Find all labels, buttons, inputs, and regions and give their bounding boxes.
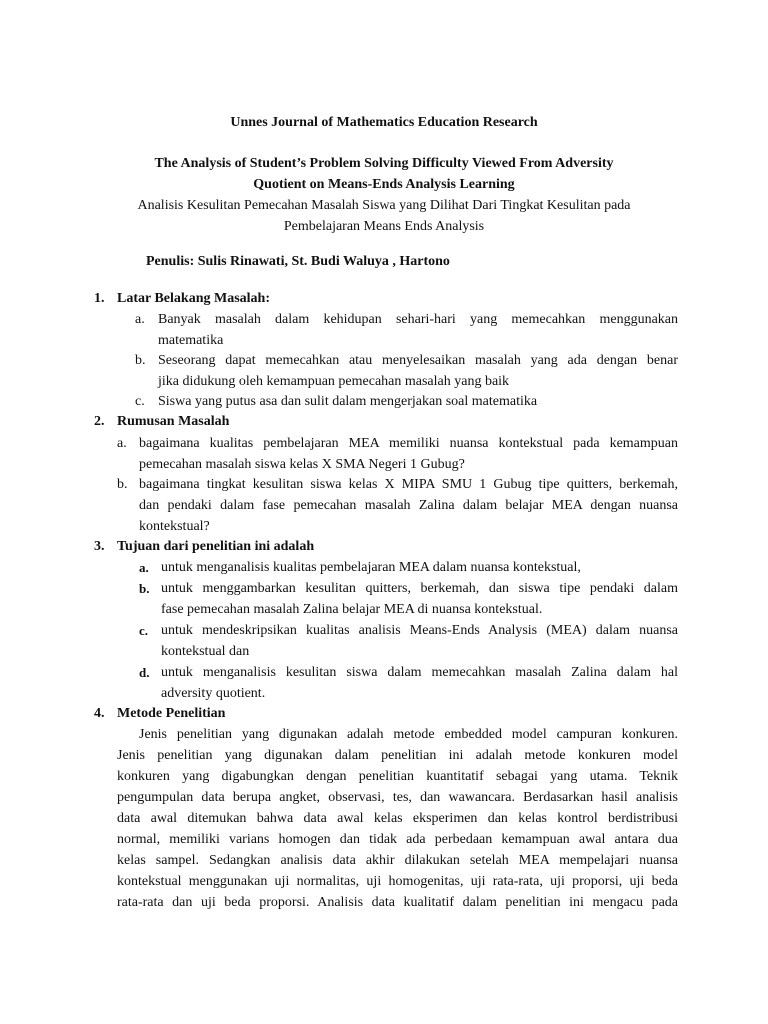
list-marker: a. [117,436,127,451]
paragraph-line: Jenis penelitian yang digunakan dalam penelitian ini adalah metode konkuren model [117,748,678,763]
title-line-2: Quotient on Means-Ends Analysis Learning [253,177,515,192]
paragraph-line: data awal ditemukan bahwa data awal kelas eksperimen dan kelas kontrol berdistribusi [117,811,678,826]
journal-name: Unnes Journal of Mathematics Education Research [230,115,538,130]
subtitle-line-2: Pembelajaran Means Ends Analysis [283,219,485,234]
list-item-line: bagaimana tingkat kesulitan siswa kelas X MIPA SMU 1 Gubug tipe quitters, berkemah, [139,477,678,492]
list-item-line: adversity quotient. [161,686,266,701]
list-item-line: untuk menganalisis kualitas pembelajaran MEA dalam nuansa kontekstual, [161,560,581,575]
list-marker: c. [135,394,145,409]
list-item-line: matematika [158,333,224,348]
list-marker: c. [139,623,149,638]
paragraph-line: rata-rata dan uji beda proporsi. Analisis data kualitatif dalam penelitian ini mengacu pada [117,895,678,910]
paragraph-line: kontekstual menggunakan uji normalitas, uji homogenitas, uji rata-rata, uji proporsi, uji beda [117,874,678,889]
section-number: 2. [94,414,105,429]
list-marker: b. [139,581,150,596]
authors: Penulis: Sulis Rinawati, St. Budi Waluya , Hartono [146,254,450,269]
list-marker: a. [135,312,145,327]
list-marker: d. [139,665,150,680]
list-marker: a. [139,560,149,575]
list-marker: b. [135,353,146,368]
section-title: Latar Belakang Masalah: [117,291,270,306]
paragraph-line: kelas sampel. Sedangkan analisis data akhir dilakukan setelah MEA mempelajari nuansa [117,853,678,868]
section-number: 4. [94,706,105,721]
list-item-line: untuk menganalisis kesulitan siswa dalam memecahkan masalah Zalina dalam hal [161,665,678,680]
list-item-line: Siswa yang putus asa dan sulit dalam mengerjakan soal matematika [158,394,538,409]
list-item-line: pemecahan masalah siswa kelas X SMA Negeri 1 Gubug? [139,457,465,472]
list-item-line: untuk menggambarkan kesulitan quitters, berkemah, dan siswa tipe pendaki dalam [161,581,678,596]
list-item-line: untuk mendeskripsikan kualitas analisis Means-Ends Analysis (MEA) dalam nuansa [161,623,678,638]
section-title: Rumusan Masalah [117,414,230,429]
list-marker: b. [117,477,128,492]
section-number: 3. [94,539,105,554]
list-item-line: kontekstual? [139,519,210,534]
subtitle-line-1: Analisis Kesulitan Pemecahan Masalah Siswa yang Dilihat Dari Tingkat Kesulitan pada [137,198,631,213]
list-item-line: Seseorang dapat memecahkan atau menyelesaikan masalah yang ada dengan benar [158,353,678,368]
list-item-line: bagaimana kualitas pembelajaran MEA memiliki nuansa kontekstual pada kemampuan [139,436,678,451]
section-title: Metode Penelitian [117,706,226,721]
list-item-line: kontekstual dan [161,644,250,659]
paragraph-line: konkuren yang digabungkan dengan penelitian kuantitatif sebagai yang utama. Teknik [117,769,678,784]
paragraph-line: pengumpulan data berupa angket, observasi, tes, dan wawancara. Berdasarkan hasil analisis [117,790,678,805]
list-item-line: dan pendaki dalam fase pemecahan masalah Zalina dalam belajar MEA dengan nuansa [139,498,678,513]
list-item-line: fase pemecahan masalah Zalina belajar MEA di nuansa kontekstual. [161,602,543,617]
paragraph-line: normal, memiliki varians homogen dan tidak ada perbedaan kemampuan awal antara dua [117,832,678,847]
section-number: 1. [94,291,105,306]
list-item-line: jika didukung oleh kemampuan pemecahan masalah yang baik [158,374,510,389]
section-title: Tujuan dari penelitian ini adalah [117,539,315,554]
paragraph-line: Jenis penelitian yang digunakan adalah metode embedded model campuran konkuren. [139,727,678,742]
title-line-1: The Analysis of Student’s Problem Solving Difficulty Viewed From Adversity [154,156,614,171]
list-item-line: Banyak masalah dalam kehidupan sehari-hari yang memecahkan menggunakan [158,312,678,327]
